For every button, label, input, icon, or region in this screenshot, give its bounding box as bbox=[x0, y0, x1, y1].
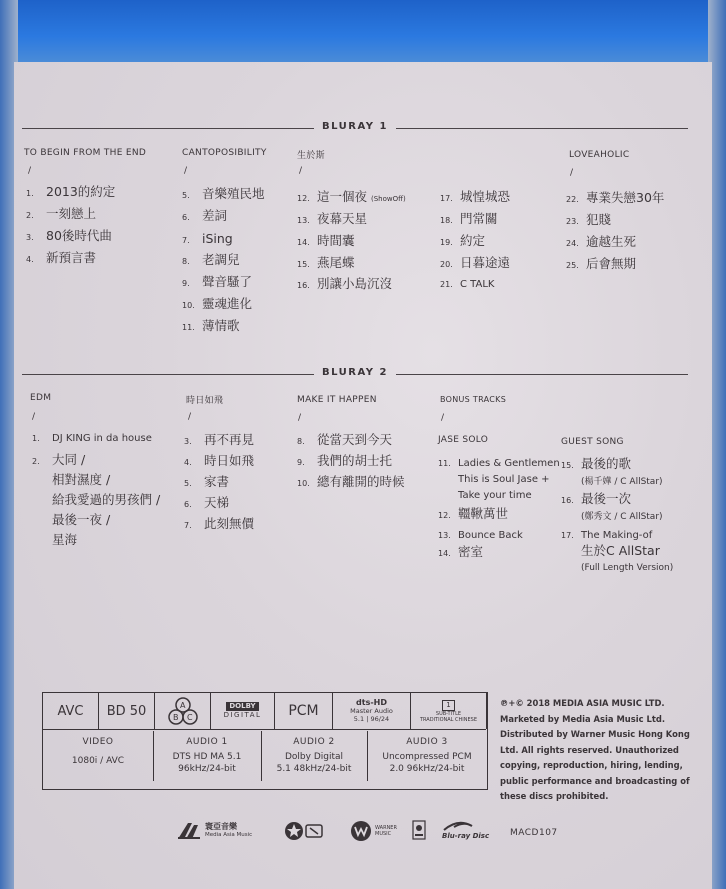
legal-line: ℗+© 2018 MEDIA ASIA MUSIC LTD. bbox=[500, 698, 665, 708]
legal-text bbox=[500, 696, 690, 805]
track-item: 10. 總有離開的時候 bbox=[297, 474, 405, 489]
subtitle-label: SUB-TITLE bbox=[435, 710, 462, 717]
slash: / bbox=[441, 413, 445, 423]
track-item: 2. 一刻戀上 bbox=[26, 206, 97, 221]
bluray-disc-logo bbox=[442, 820, 489, 840]
track-item: 9. 聲音騷了 bbox=[182, 274, 253, 289]
legal-line: Distributed by Warner Music Hong Kong bbox=[500, 729, 690, 739]
legal-line: public performance and broadcasting of bbox=[500, 775, 690, 786]
audio3-header: AUDIO 3 bbox=[406, 737, 448, 747]
catalog-number: MACD107 bbox=[510, 828, 558, 838]
section-shi-ri-ru-fei: 時日如飛 bbox=[186, 396, 224, 406]
section-sheng-yu-si: 生於斯 bbox=[297, 151, 325, 161]
track-item: 16. 最後一次 bbox=[561, 491, 632, 506]
track-item: 2. 大同 / bbox=[32, 452, 86, 467]
warner-w-icon bbox=[350, 820, 372, 842]
track-item: This is Soul Jase + bbox=[458, 474, 550, 485]
media-asia-english: Media Asia Music bbox=[205, 832, 253, 838]
track-item: (Full Length Version) bbox=[581, 563, 674, 573]
track-item: 1. 2013的約定 bbox=[26, 184, 116, 199]
track-item: 22. 專業失戀30年 bbox=[566, 190, 665, 205]
bd50-logo: BD 50 bbox=[99, 693, 155, 729]
media-asia-icon bbox=[176, 822, 202, 840]
bluray2-title: BLURAY 2 bbox=[322, 367, 388, 378]
svg-text:A: A bbox=[179, 701, 185, 710]
section-loveaholic: LOVEAHOLIC bbox=[569, 150, 630, 160]
track-item: 18. 門常關 bbox=[440, 211, 498, 226]
region-abc-logo bbox=[155, 693, 211, 729]
audio1-value-line2: 96kHz/24-bit bbox=[178, 764, 236, 774]
bluray2-rule-right bbox=[396, 374, 688, 375]
slash: / bbox=[32, 412, 36, 422]
track-item: Take your time bbox=[458, 490, 532, 501]
track-item: 5. 家書 bbox=[184, 474, 230, 489]
master-audio-label: Master Audio bbox=[350, 707, 393, 715]
track-item: 7. 此刻無價 bbox=[184, 516, 255, 531]
pcm-logo: PCM bbox=[275, 693, 333, 729]
subsection-guest-song: GUEST SONG bbox=[561, 437, 624, 447]
legal-line: Ltd. All rights reserved. Unauthorized bbox=[500, 744, 679, 755]
bluray1-title: BLURAY 1 bbox=[322, 121, 388, 132]
digital-label: DIGITAL bbox=[223, 711, 262, 719]
audio1-value-line1: DTS HD MA 5.1 bbox=[172, 752, 242, 762]
avc-logo: AVC bbox=[43, 693, 99, 729]
section-cantoposibility: CANTOPOSIBILITY bbox=[182, 148, 267, 158]
slash: / bbox=[28, 166, 32, 176]
bluray2-rule-left bbox=[22, 374, 314, 375]
track-item: 8. 老調兒 bbox=[182, 252, 240, 267]
track-item: 15. 最後的歌 bbox=[561, 456, 632, 471]
bluray1-rule-right bbox=[396, 128, 688, 129]
track-item: 12. 韁鞦萬世 bbox=[438, 506, 509, 521]
spec-box bbox=[42, 692, 488, 790]
back-cover-sheet bbox=[14, 62, 712, 889]
region-abc-icon bbox=[163, 696, 203, 726]
track-item: 17. The Making-of bbox=[561, 530, 653, 541]
subtitle-logo bbox=[411, 693, 487, 729]
track-item: 3. 80後時代曲 bbox=[26, 228, 112, 243]
slash: / bbox=[188, 412, 192, 422]
audio2-value-line1: Dolby Digital bbox=[284, 752, 344, 762]
track-item: 最後一夜 / bbox=[52, 512, 111, 527]
star-emblem-icon bbox=[284, 820, 326, 842]
warner-music-label: WARNER MUSIC bbox=[375, 825, 397, 837]
bluray-swoosh-icon bbox=[442, 820, 486, 832]
track-item: 16. 別讓小島沉沒 bbox=[297, 276, 393, 291]
video-header: VIDEO bbox=[82, 737, 114, 747]
track-item: 7. iSing bbox=[182, 231, 233, 246]
track-item: 4. 新預言書 bbox=[26, 250, 97, 265]
track-item: 5. 音樂殖民地 bbox=[182, 186, 265, 201]
dolby-digital-logo bbox=[211, 693, 275, 729]
track-item: 10. 靈魂進化 bbox=[182, 296, 253, 311]
track-item: 3. 再不再見 bbox=[184, 432, 255, 447]
track-item: 1. DJ KING in da house bbox=[32, 433, 152, 444]
track-item: 17. 城惶城恐 bbox=[440, 189, 511, 204]
star-logo bbox=[284, 820, 326, 842]
warner-music-logo bbox=[350, 820, 401, 842]
track-item: 21. C TALK bbox=[440, 279, 495, 290]
subsection-jase-solo: JASE SOLO bbox=[438, 435, 489, 445]
small-emblem-logo bbox=[412, 820, 426, 840]
legal-line: Marketed by Media Asia Music Ltd. bbox=[500, 713, 666, 724]
legal-line: copying, reproduction, hiring, lending, bbox=[500, 760, 683, 770]
track-item: 9. 我們的胡士托 bbox=[297, 453, 393, 468]
bluray-disc-label: Blu-ray Disc bbox=[442, 832, 490, 840]
track-item: 13. Bounce Back bbox=[438, 530, 523, 541]
section-to-begin: TO BEGIN FROM THE END bbox=[24, 148, 147, 158]
dts-hd-logo bbox=[333, 693, 411, 729]
track-item: 24. 逾越生死 bbox=[566, 234, 637, 249]
track-item: 14. 密室 bbox=[438, 544, 484, 559]
subtitle-count: 1 bbox=[442, 700, 454, 711]
track-item: 生於C AllStar bbox=[581, 543, 660, 558]
slash: / bbox=[299, 166, 303, 176]
track-item: 相對濕度 / bbox=[52, 472, 111, 487]
track-item: (楊千嬅 / C AllStar) bbox=[581, 477, 663, 487]
badge-icon bbox=[412, 820, 426, 840]
audio2-header: AUDIO 2 bbox=[293, 737, 335, 747]
svg-text:C: C bbox=[186, 713, 193, 722]
track-item: 4. 時日如飛 bbox=[184, 453, 255, 468]
track-item: 11. Ladies & Gentlemen bbox=[438, 458, 560, 469]
track-item: 6. 差詞 bbox=[182, 208, 228, 223]
track-item: 13. 夜幕天星 bbox=[297, 211, 368, 226]
track-item: 6. 天梯 bbox=[184, 495, 230, 510]
dts-label: dts-HD bbox=[356, 698, 387, 707]
section-edm: EDM bbox=[30, 393, 52, 403]
audio3-value-line1: Uncompressed PCM bbox=[382, 752, 472, 762]
media-asia-chinese: 寰亞音樂 bbox=[205, 822, 237, 831]
legal-line: these discs prohibited. bbox=[500, 791, 609, 801]
track-item: 23. 犯賤 bbox=[566, 212, 612, 227]
track-item: 20. 日暮途遠 bbox=[440, 255, 511, 270]
track-item: 14. 時間囊 bbox=[297, 233, 355, 248]
slash: / bbox=[184, 166, 188, 176]
bluray-case-top bbox=[0, 0, 726, 66]
section-bonus-tracks: BONUS TRACKS bbox=[440, 395, 507, 404]
track-item: 給我愛過的男孩們 / bbox=[52, 492, 161, 507]
track-item: (鄭秀文 / C AllStar) bbox=[581, 512, 663, 522]
slash: / bbox=[298, 413, 302, 423]
spec-divider bbox=[43, 729, 486, 730]
bluray1-rule-left bbox=[22, 128, 314, 129]
dts-spec-label: 5.1 | 96/24 bbox=[353, 715, 390, 723]
svg-text:B: B bbox=[172, 713, 178, 722]
audio1-header: AUDIO 1 bbox=[186, 737, 228, 747]
audio3-value-line2: 2.0 96kHz/24-bit bbox=[389, 764, 465, 774]
track-item: 19. 約定 bbox=[440, 233, 486, 248]
subtitle-language: TRADITIONAL CHINESE bbox=[419, 716, 478, 723]
track-item: 8. 從當天到今天 bbox=[297, 432, 393, 447]
track-item: 11. 薄情歌 bbox=[182, 318, 240, 333]
audio2-value-line2: 5.1 48kHz/24-bit bbox=[276, 764, 352, 774]
slash: / bbox=[570, 168, 574, 178]
dolby-label: DOLBY bbox=[226, 702, 258, 711]
section-make-it-happen: MAKE IT HAPPEN bbox=[297, 395, 377, 405]
track-item: 25. 后會無期 bbox=[566, 256, 637, 271]
track-item: 15. 燕尾蝶 bbox=[297, 255, 355, 270]
video-value: 1080i / AVC bbox=[71, 756, 125, 766]
track-item: 12. 這一個夜 (ShowOff) bbox=[297, 189, 406, 204]
track-item: 星海 bbox=[52, 532, 78, 547]
media-asia-logo bbox=[176, 822, 252, 840]
